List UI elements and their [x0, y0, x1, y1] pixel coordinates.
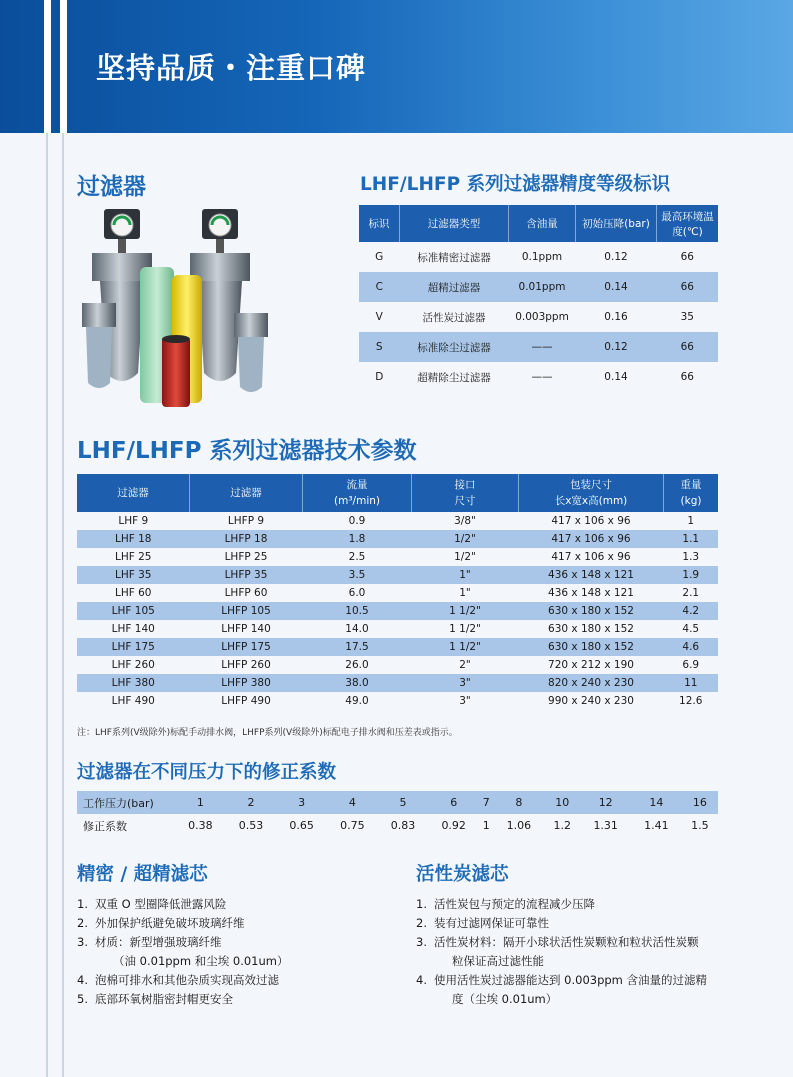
- correction-title: 过滤器在不同压力下的修正系数: [77, 762, 337, 783]
- list-text: 活性炭包与预定的流程减少压降: [434, 897, 595, 911]
- header-line: (kg): [680, 495, 702, 507]
- table-cell: LHFP 490: [221, 695, 271, 707]
- table-cell: 4.5: [682, 623, 700, 635]
- pressure-row: [77, 791, 718, 814]
- table-row: [77, 620, 718, 638]
- table-cell: D: [375, 371, 384, 383]
- header-line: 包装尺寸: [570, 479, 612, 491]
- pressure-value: 7: [479, 791, 493, 814]
- table-cell: 17.5: [303, 638, 412, 656]
- table-cell: 3": [412, 674, 519, 692]
- table-cell: LHF 18: [77, 530, 190, 548]
- table-cell: 2.1: [682, 587, 700, 599]
- header-line: (m³/min): [334, 495, 380, 507]
- list-text: 底部环氧树脂密封帽更安全: [95, 992, 233, 1006]
- pressure-value: 8: [494, 791, 545, 814]
- table-cell: ——: [531, 371, 553, 383]
- table-cell: G: [375, 251, 384, 263]
- table-cell: 1": [459, 587, 471, 599]
- spec-table: [77, 474, 718, 710]
- table-cell: C: [359, 272, 400, 302]
- grade-header: 标识: [359, 205, 400, 242]
- table-cell: 1/2": [412, 530, 519, 548]
- banner-stripe: [60, 0, 67, 133]
- list-number: 1.: [416, 897, 427, 911]
- table-cell: 1 1/2": [449, 623, 481, 635]
- table-cell: 0.003ppm: [515, 311, 569, 323]
- table-cell: 630 x 180 x 152: [519, 602, 664, 620]
- table-cell: LHFP 9: [227, 515, 265, 527]
- table-row: [77, 584, 718, 602]
- spec-header: 过滤器: [77, 474, 190, 512]
- table-cell: 417 x 106 x 96: [551, 515, 631, 527]
- list-text: 使用活性炭过滤器能达到 0.003ppm 含油量的过滤精: [434, 973, 708, 987]
- table-cell: 990 x 240 x 230: [548, 695, 634, 707]
- list-item: [77, 933, 397, 952]
- table-cell: LHF 260: [111, 659, 155, 671]
- table-row: [77, 548, 718, 566]
- grade-header: 最高环境温度(℃): [657, 205, 719, 242]
- table-cell: 4.2: [664, 602, 719, 620]
- spec-header: [412, 474, 519, 512]
- table-cell: 0.1ppm: [521, 251, 563, 263]
- table-cell: LHFP 25: [224, 551, 268, 563]
- carbon-core-list: [416, 895, 726, 1009]
- banner-stripe: [44, 0, 51, 133]
- table-cell: LHF 140: [111, 623, 155, 635]
- factor-value: 1.5: [691, 819, 709, 832]
- list-item: [416, 990, 726, 1009]
- table-cell: 1.1: [664, 530, 719, 548]
- table-cell: 12.6: [679, 695, 703, 707]
- grade-header: 过滤器类型: [400, 205, 509, 242]
- table-cell: LHF 175: [77, 638, 190, 656]
- grade-header: 初始压降(bar): [576, 205, 657, 242]
- list-item: [416, 971, 726, 990]
- filter-product-photo: [78, 203, 346, 411]
- table-cell: 0.01ppm: [509, 272, 576, 302]
- table-cell: 1: [687, 515, 695, 527]
- pressure-value: 1: [175, 791, 226, 814]
- table-cell: LHF 490: [111, 695, 155, 707]
- table-row: [359, 362, 718, 392]
- header-line: 尺寸: [454, 495, 476, 507]
- pressure-value: 3: [276, 791, 327, 814]
- list-text: 泡棉可排水和其他杂质实现高效过滤: [95, 973, 279, 987]
- spec-table-title: LHF/LHFP 系列过滤器技术参数: [77, 438, 417, 464]
- table-cell: 417 x 106 x 96: [519, 530, 664, 548]
- spec-header: [519, 474, 664, 512]
- list-text: 活性炭材料：隔开小球状活性炭颗粒和粒状活性炭颗: [434, 935, 699, 949]
- banner-title: 坚持品质・注重口碑: [96, 51, 367, 85]
- table-cell: 35: [680, 311, 694, 323]
- precision-core-list: [77, 895, 397, 1009]
- factor-value: 1.31: [593, 819, 618, 832]
- grade-table-title: LHF/LHFP 系列过滤器精度等级标识: [360, 174, 671, 195]
- correction-table: [77, 791, 718, 837]
- list-item: [77, 895, 397, 914]
- header-line: 长x宽x高(mm): [554, 495, 628, 507]
- table-cell: 4.6: [664, 638, 719, 656]
- list-text: （油 0.01ppm 和尘埃 0.01um）: [113, 954, 289, 968]
- list-text: 度（尘埃 0.01um）: [452, 992, 558, 1006]
- list-number: 2.: [77, 916, 88, 930]
- list-number: 2.: [416, 916, 427, 930]
- list-item: [416, 895, 726, 914]
- list-text: 粒保证高过滤性能: [452, 954, 544, 968]
- list-item: [416, 952, 726, 971]
- table-cell: 2.5: [348, 551, 366, 563]
- precision-core-title: 精密 / 超精滤芯: [77, 864, 208, 885]
- factor-value: 0.38: [188, 819, 213, 832]
- table-cell: 1 1/2": [412, 638, 519, 656]
- table-row: [77, 530, 718, 548]
- table-row: [359, 302, 718, 332]
- table-cell: 11: [664, 674, 719, 692]
- header-line: 流量: [346, 479, 368, 491]
- table-cell: 14.0: [345, 623, 369, 635]
- table-cell: 1": [412, 566, 519, 584]
- table-cell: LHF 25: [115, 551, 152, 563]
- filter-title: 过滤器: [77, 174, 146, 200]
- table-row: [359, 242, 718, 272]
- table-cell: S: [359, 332, 400, 362]
- list-number: 3.: [416, 935, 427, 949]
- list-item: [77, 914, 397, 933]
- factor-value: 0.83: [390, 819, 416, 832]
- table-cell: 0.16: [604, 311, 628, 323]
- list-number: 1.: [77, 897, 88, 911]
- factor-value: 0.65: [289, 819, 314, 832]
- pressure-value: 16: [682, 791, 718, 814]
- list-number: 5.: [77, 992, 88, 1006]
- table-cell: 10.5: [303, 602, 412, 620]
- list-number: 4.: [416, 973, 427, 987]
- table-cell: LHF 35: [77, 566, 190, 584]
- table-cell: 标准除尘过滤器: [400, 332, 509, 362]
- table-cell: 436 x 148 x 121: [548, 587, 634, 599]
- table-cell: LHFP 140: [221, 623, 271, 635]
- list-text: 双重 O 型圈降低泄露风险: [95, 897, 227, 911]
- table-cell: 超精除尘过滤器: [417, 371, 491, 384]
- list-text: 材质：新型增强玻璃纤维: [95, 935, 222, 949]
- list-number: 4.: [77, 973, 88, 987]
- table-cell: 3/8": [454, 515, 476, 527]
- table-cell: LHF 9: [118, 515, 149, 527]
- list-item: [77, 971, 397, 990]
- table-cell: LHF 105: [77, 602, 190, 620]
- table-cell: 超精过滤器: [400, 272, 509, 302]
- table-cell: 2": [459, 659, 471, 671]
- table-cell: 6.9: [682, 659, 700, 671]
- table-cell: 0.14: [604, 371, 628, 383]
- list-number: 3.: [77, 935, 88, 949]
- table-cell: 标准精密过滤器: [417, 251, 491, 264]
- table-cell: 6.0: [348, 587, 366, 599]
- factor-value: 1: [482, 819, 490, 832]
- pressure-value: 5: [378, 791, 429, 814]
- table-cell: 1 1/2": [412, 602, 519, 620]
- list-item: [77, 952, 397, 971]
- table-cell: 1/2": [454, 551, 476, 563]
- table-cell: 26.0: [345, 659, 369, 671]
- page-stripe: [62, 133, 64, 1077]
- table-cell: LHFP 260: [221, 659, 271, 671]
- factor-value: 1.41: [644, 819, 669, 832]
- grade-table: [359, 205, 718, 392]
- carbon-core-title: 活性炭滤芯: [416, 864, 509, 885]
- table-cell: 1.3: [682, 551, 700, 563]
- table-cell: LHF 60: [115, 587, 152, 599]
- factor-row: [77, 814, 718, 837]
- table-cell: 66: [680, 371, 694, 383]
- factor-value: 0.92: [441, 819, 466, 832]
- table-row: [77, 602, 718, 620]
- table-cell: 3.5: [303, 566, 412, 584]
- table-cell: ——: [509, 332, 576, 362]
- list-text: 装有过滤网保证可靠性: [434, 916, 549, 930]
- table-cell: 417 x 106 x 96: [551, 551, 631, 563]
- table-row: [77, 566, 718, 584]
- table-cell: 0.9: [348, 515, 366, 527]
- table-cell: V: [375, 311, 383, 323]
- factor-value: 0.53: [238, 819, 264, 832]
- table-cell: 66: [680, 251, 694, 263]
- list-item: [416, 933, 726, 952]
- pressure-value: 12: [580, 791, 631, 814]
- table-cell: LHF 380: [77, 674, 190, 692]
- table-cell: LHFP 35: [190, 566, 303, 584]
- table-cell: 0.12: [604, 251, 628, 263]
- table-cell: LHFP 18: [190, 530, 303, 548]
- table-cell: 0.14: [576, 272, 657, 302]
- table-cell: 820 x 240 x 230: [519, 674, 664, 692]
- pressure-label: 工作压力(bar): [77, 791, 175, 814]
- list-item: [77, 990, 397, 1009]
- table-row: [77, 656, 718, 674]
- table-cell: 66: [657, 332, 719, 362]
- table-cell: 0.12: [576, 332, 657, 362]
- factor-value: 1.2: [553, 819, 572, 832]
- table-cell: LHFP 380: [190, 674, 303, 692]
- factor-value: 1.06: [506, 819, 532, 832]
- factor-label: 修正系数: [83, 819, 127, 833]
- table-row: [77, 674, 718, 692]
- spec-header: [664, 474, 719, 512]
- table-cell: 38.0: [303, 674, 412, 692]
- header-line: 接口: [454, 479, 476, 491]
- table-cell: 630 x 180 x 152: [519, 638, 664, 656]
- table-cell: 436 x 148 x 121: [519, 566, 664, 584]
- table-row: [77, 512, 718, 530]
- table-row: [77, 638, 718, 656]
- spec-note: 注：LHF系列(V级除外)标配手动排水阀，LHFP系列(V级除外)标配电子排水阀和压差表或指示。: [77, 728, 458, 738]
- spec-header: 过滤器: [190, 474, 303, 512]
- table-cell: 49.0: [345, 695, 369, 707]
- table-cell: 720 x 212 x 190: [548, 659, 634, 671]
- grade-header: 含油量: [509, 205, 576, 242]
- pressure-value: 6: [428, 791, 479, 814]
- pressure-value: 4: [327, 791, 378, 814]
- table-row: [359, 272, 718, 302]
- pressure-value: 10: [544, 791, 580, 814]
- table-row: [77, 692, 718, 710]
- page-stripe: [46, 133, 48, 1077]
- table-cell: 66: [657, 272, 719, 302]
- table-cell: 1.8: [303, 530, 412, 548]
- table-cell: 3": [459, 695, 471, 707]
- table-cell: 活性炭过滤器: [422, 311, 486, 324]
- pressure-value: 2: [226, 791, 277, 814]
- list-item: [416, 914, 726, 933]
- spec-header: [303, 474, 412, 512]
- table-cell: LHFP 175: [190, 638, 303, 656]
- list-text: 外加保护纸避免破坏玻璃纤维: [95, 916, 245, 930]
- table-cell: LHFP 105: [190, 602, 303, 620]
- table-row: [359, 332, 718, 362]
- factor-value: 0.75: [340, 819, 365, 832]
- table-cell: 1.9: [664, 566, 719, 584]
- table-cell: 630 x 180 x 152: [548, 623, 634, 635]
- table-cell: LHFP 60: [224, 587, 268, 599]
- header-line: 重量: [680, 479, 702, 491]
- pressure-value: 14: [631, 791, 682, 814]
